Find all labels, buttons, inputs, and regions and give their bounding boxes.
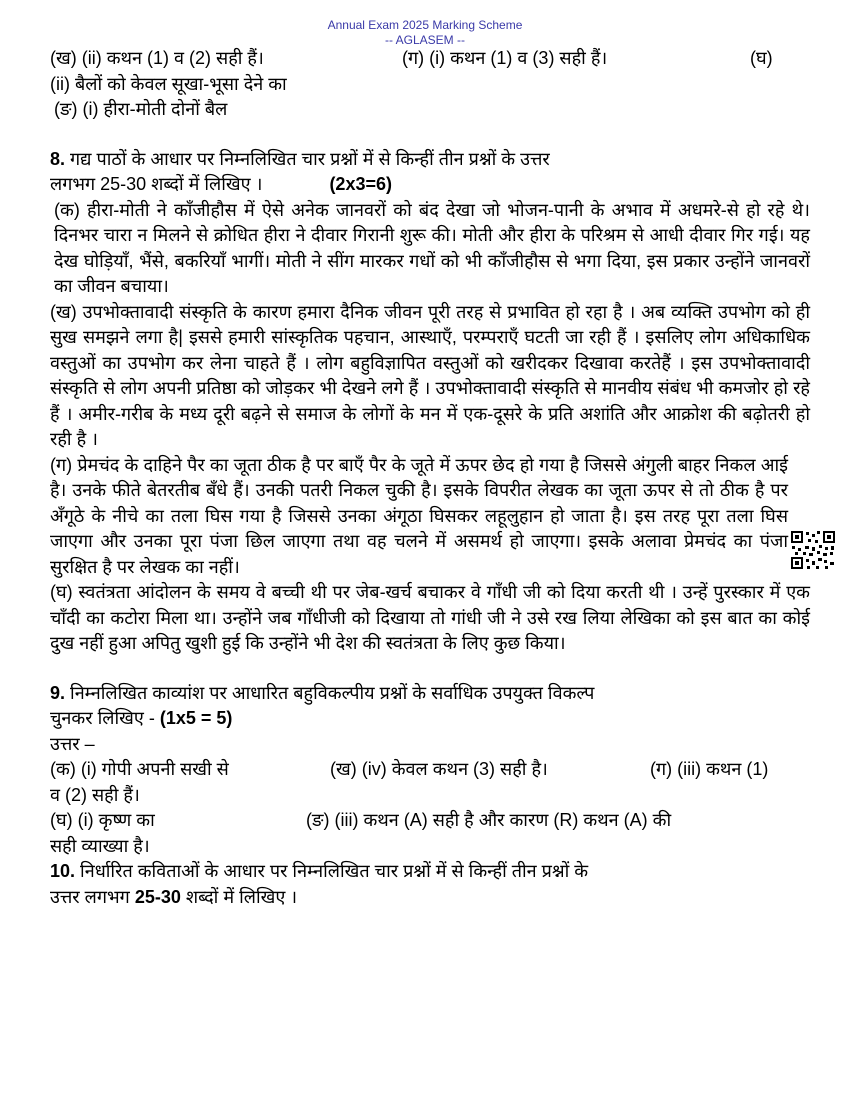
q7-answer-c: (ग) (i) कथन (1) व (3) सही हैं। <box>402 48 608 68</box>
q9-answer-c-cont: व (2) सही हैं। <box>50 784 140 805</box>
q9-prompt-line-1: निम्नलिखित काव्यांश पर आधारित बहुविकल्पीय प्रश्नों के सर्वाधिक उपयुक्त विकल्प <box>70 682 595 703</box>
q9-answer-a: (क) (i) गोपी अपनी सखी से <box>50 759 229 779</box>
q8-answer-a: (क) हीरा-मोती ने काँजीहौस में ऐसे अनेक जानवरों को बंद देखा जो भोजन-पानी के अभाव में अधमरे-से हो रहे थे। दिनभर चारा न मिलने से क्रोधित हीरा ने दीवार गिरानी शुरू की। मोती और हीरा के परिश्रम से आधी दीवार गिर गई। यह देख घोड़ियाँ, भैंसे, बकरियाँ भागीं। मोती ने सींग मारकर गधों को भी काँजीहौस से भगा दिया, इस प्रकार उन्होंने जानवरों का जीवन बचाया। <box>54 199 810 296</box>
q8-number: 8. <box>50 148 66 169</box>
q7-answer-d-label: (घ) <box>750 48 773 68</box>
header-watermark: -- AGLASEM -- <box>384 33 465 47</box>
page-header <box>0 18 850 48</box>
q9-answer-label: उत्तर – <box>50 733 95 754</box>
q10-prompt-line-1: निर्धारित कविताओं के आधार पर निम्नलिखित चार प्रश्नों में से किन्हीं तीन प्रश्नों के <box>80 861 589 881</box>
q9-answer-d: (घ) (i) कृष्ण का <box>50 810 155 830</box>
q10-word-count: 25-30 <box>134 886 181 907</box>
q9-answer-c: (ग) (iii) कथन (1) <box>650 759 769 779</box>
q9-prompt-line-2: चुनकर लिखिए - <box>50 708 155 728</box>
q9-answer-b: (ख) (iv) केवल कथन (3) सही है। <box>330 759 548 779</box>
document-body <box>50 46 810 910</box>
q8-answer-b: (ख) उपभोक्तावादी संस्कृति के कारण हमारा दैनिक जीवन पूरी तरह से प्रभावित हो रहा है । अब व्यक्ति उपभोग को ही सुख समझने लगा है| इससे हमारी सांस्कृतिक पहचान, आस्थाएँ, परम्पराएँ घटती जा रही हैं । इसलिए लोग अधिकाधिक वस्तुओं का उपभोग कर लेना चाहते हैं । लोग बहुविज्ञापित वस्तुओं को खरीदकर दिखावा करतेहैं । इस उपभोक्तावादी संस्कृति से लोग अपनी प्रतिष्ठा को जोड़कर भी देखने लगे हैं । उपभोक्तावादी संस्कृति से मानवीय संबंध भी कमजोर हो रहे हैं । अमीर-गरीब के मध्य दूरी बढ़ने से समाज के लोगों के मन में एक-दूसरे के प्रति अशांति और आक्रोश की बढ़ोतरी हो रही है । <box>50 301 810 449</box>
q10-prompt <box>50 859 810 885</box>
q7-answer-row-1 <box>50 46 810 72</box>
q8-answer-c: (ग) प्रेमचंद के दाहिने पैर का जूता ठीक है पर बाएँ पैर के जूते में ऊपर छेद हो गया है जिससे अंगुली बाहर निकल आई है। उनके फीते बेतरतीब बँधे हैं। उनकी पतरी निकल चुकी है। इसके विपरीत लेखक का जूता ऊपर से तो ठीक है पर अँगूठे के नीचे का तला घिस गया है जिससे उनका अंगूठा घिसकर लहूलुहान हो जाता है। इस तरह पूरा तला घिस जाएगा और उनका पूरा पंजा छिल जाएगा तथा वह चलने में असमर्थ हो जाएगा। इसके अलावा प्रेमचंद का पंजा सुरक्षित है पर लेखक का नहीं। <box>50 454 788 577</box>
q7-answer-b: (ख) (ii) कथन (1) व (2) सही हैं। <box>50 48 264 68</box>
q10-prompt-2 <box>50 885 810 911</box>
q10-prompt-line-2: उत्तर लगभग <box>50 886 130 907</box>
q8-prompt-2 <box>50 172 810 198</box>
q7-answer-e: (ङ) (i) हीरा-मोती दोनों बैल <box>54 99 228 119</box>
q9-prompt <box>50 681 810 707</box>
q9-number: 9. <box>50 682 66 703</box>
qr-code-icon <box>790 530 836 570</box>
q9-prompt-2 <box>50 706 810 732</box>
q9-answer-row-2 <box>50 808 810 834</box>
q10-number: 10. <box>50 861 76 881</box>
q8-prompt <box>50 147 810 173</box>
q7-answer-d: (ii) बैलों को केवल सूखा-भूसा देने का <box>50 73 287 94</box>
q9-marks: (1x5 = 5) <box>159 708 233 728</box>
q9-answer-e-cont: सही व्याख्या है। <box>50 835 150 856</box>
q9-answer-row-1 <box>50 757 810 783</box>
q8-prompt-line-1: गद्य पाठों के आधार पर निम्नलिखित चार प्रश्नों में से किन्हीं तीन प्रश्नों के उत्तर <box>70 148 550 169</box>
q8-prompt-line-2: लगभग 25-30 शब्दों में लिखिए । <box>50 174 263 194</box>
header-title: Annual Exam 2025 Marking Scheme <box>327 18 523 32</box>
q8-marks: (2x3=6) <box>329 174 392 194</box>
q9-answer-e: (ङ) (iii) कथन (A) सही है और कारण (R) कथन (A) की <box>306 810 672 830</box>
q8-answer-d: (घ) स्वतंत्रता आंदोलन के समय वे बच्ची थी पर जेब-खर्च बचाकर वे गाँधी जी को दिया करती थी । उन्हें पुरस्कार में एक चाँदी का कटोरा मिला था। उन्होंने जब गाँधीजी को दिखाया तो गांधी जी ने उसे रख लिया लेखिका को इस बात का कोई दुख नहीं हुआ अपितु खुशी हुई कि उन्होंने भी देश की स्वतंत्रता के लिए कुछ किया। <box>50 582 810 653</box>
q10-prompt-line-3: शब्दों में लिखिए । <box>185 886 298 907</box>
